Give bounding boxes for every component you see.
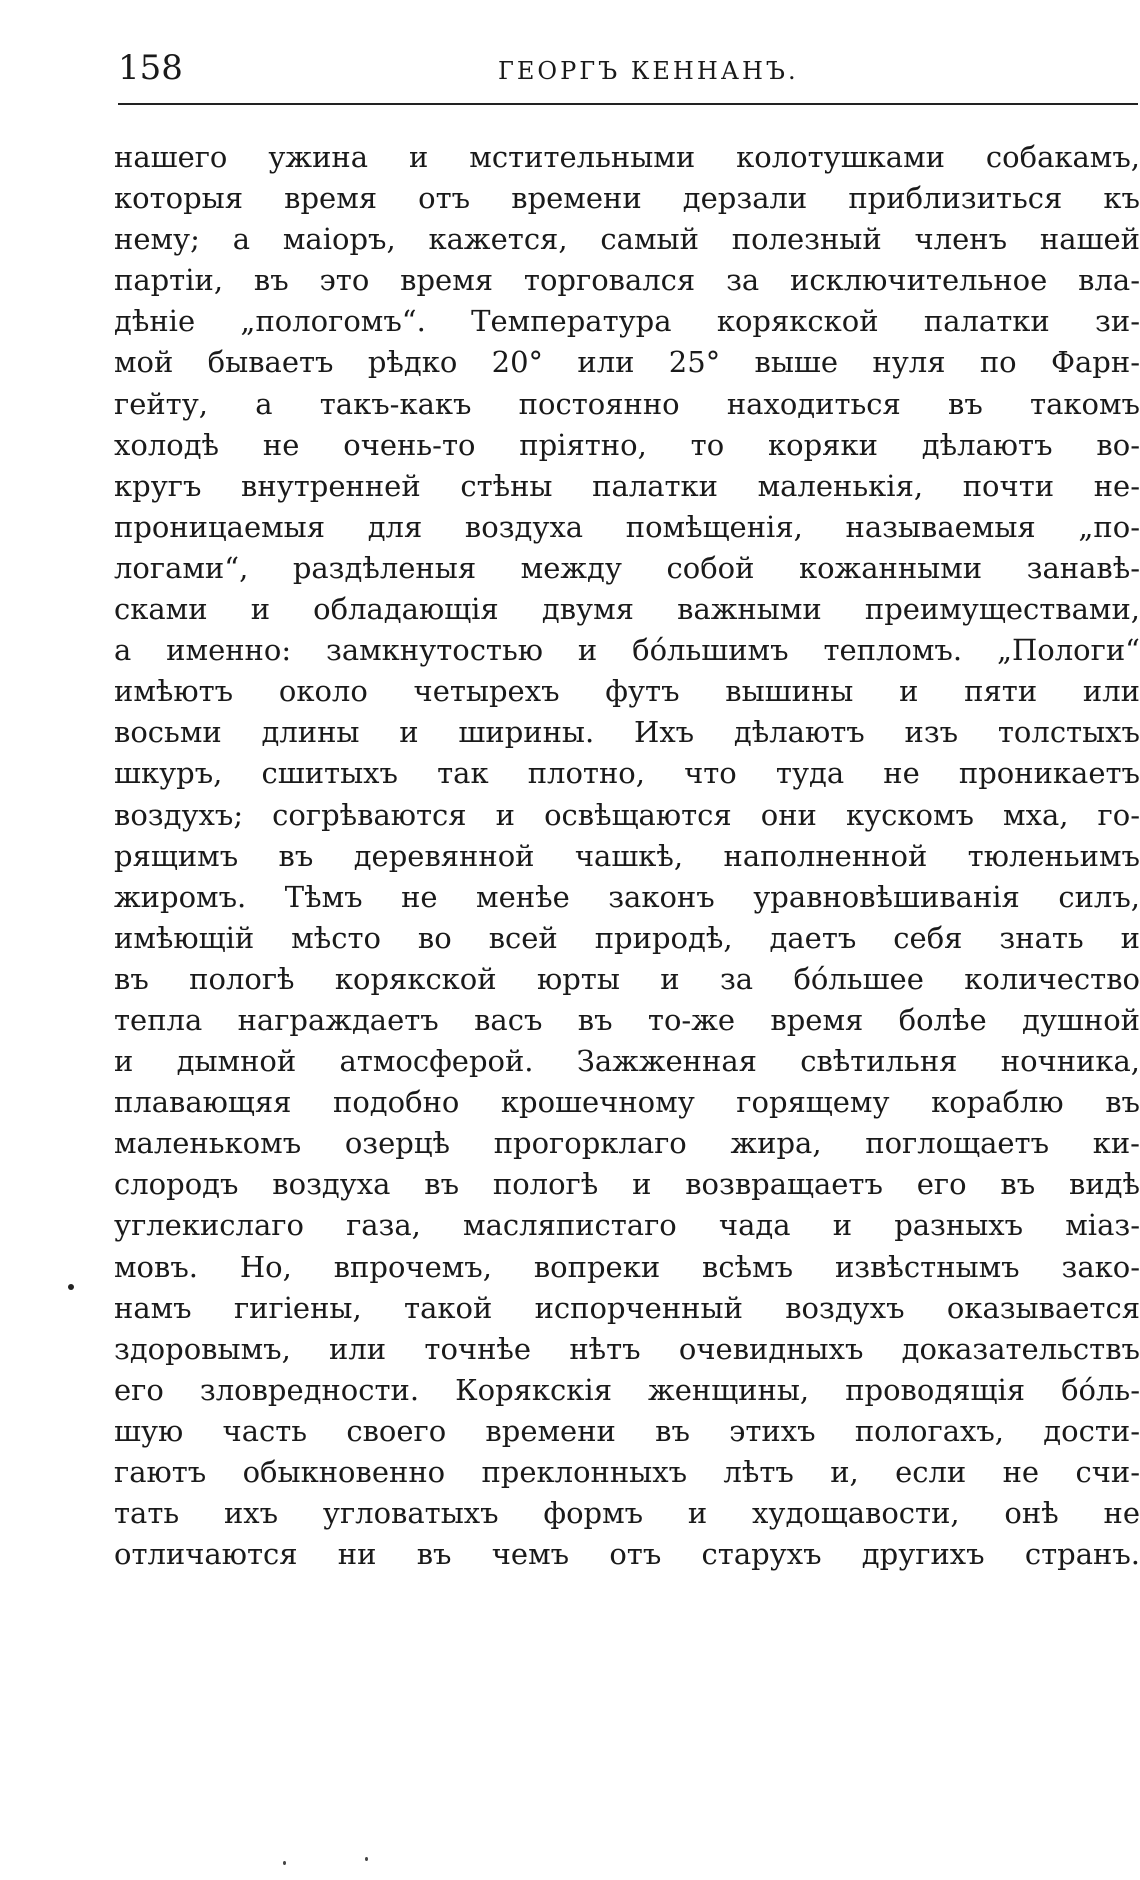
- text-line: имѣющій мѣсто во всей природѣ, даетъ себя знать и: [114, 920, 1140, 955]
- text-line: шкуръ, сшитыхъ так плотно, что туда не проникаетъ: [114, 756, 1140, 791]
- text-line: партіи, въ это время торговался за исключительное вла-: [114, 263, 1140, 298]
- text-line: и дымной атмосферой. Зажженная свѣтильня ночника,: [114, 1044, 1140, 1079]
- text-line: его зловредности. Корякскія женщины, проводящія бóль-: [114, 1372, 1140, 1407]
- text-line: имѣютъ около четырехъ футъ вышины и пяти или: [114, 674, 1140, 709]
- text-line: маленькомъ озерцѣ прогорклаго жира, поглощаетъ ки-: [114, 1126, 1140, 1161]
- text-line: дѣніе „пологомъ“. Температура корякской палатки зи-: [114, 304, 1140, 339]
- text-line: которыя время отъ времени дерзали приблизиться къ: [114, 181, 1140, 216]
- text-line: восьми длины и ширины. Ихъ дѣлаютъ изъ толстыхъ: [114, 715, 1140, 750]
- text-line: логами“, раздѣленыя между собой кожанными занавѣ-: [114, 550, 1140, 585]
- text-line: въ пологѣ корякской юрты и за бóльшее количество: [114, 961, 1140, 996]
- text-line: гаютъ обыкновенно преклонныхъ лѣтъ и, если не счи-: [114, 1455, 1140, 1489]
- text-line: здоровымъ, или точнѣе нѣтъ очевидныхъ доказательствъ: [114, 1331, 1140, 1366]
- text-line: мовъ. Но, впрочемъ, вопреки всѣмъ извѣстнымъ зако-: [114, 1249, 1140, 1284]
- text-line: воздухъ; согрѣваются и освѣщаются они кускомъ мха, го-: [114, 797, 1140, 832]
- text-line: гейту, а такъ-какъ постоянно находиться въ такомъ: [114, 386, 1140, 421]
- print-speck: [365, 1857, 368, 1861]
- text-line: отличаются ни въ чемъ отъ старухъ другихъ странъ.: [114, 1537, 1140, 1572]
- text-line: углекислаго газа, масляпистаго чада и разныхъ міаз-: [114, 1208, 1140, 1243]
- text-line: проницаемыя для воздуха помѣщенія, называемыя „по-: [114, 509, 1140, 544]
- page-header: [118, 48, 1138, 94]
- print-speck: [283, 1861, 286, 1865]
- text-line: рящимъ въ деревянной чашкѣ, наполненной тюленьимъ: [114, 838, 1140, 873]
- text-line: нему; а маіоръ, кажется, самый полезный членъ нашей: [114, 222, 1140, 257]
- text-line: жиромъ. Тѣмъ не менѣе законъ уравновѣшиванія силъ,: [114, 879, 1140, 914]
- header-rule: [118, 103, 1138, 105]
- margin-dot: [68, 1284, 74, 1290]
- text-line: тепла награждаетъ васъ въ то-же время болѣе душной: [114, 1002, 1140, 1037]
- text-line: намъ гигіены, такой испорченный воздухъ оказывается: [114, 1290, 1140, 1325]
- text-line: тать ихъ угловатыхъ формъ и худощавости, онѣ не: [114, 1496, 1140, 1531]
- text-line: а именно: замкнутостью и бóльшимъ тепломъ. „Пологи“: [114, 633, 1140, 668]
- text-line: плавающяя подобно крошечному горящему кораблю въ: [114, 1085, 1140, 1120]
- running-head: ГЕОРГЪ КЕННАНЪ.: [498, 57, 799, 85]
- text-line: кругъ внутренней стѣны палатки маленькія, почти не-: [114, 468, 1140, 503]
- text-line: мой бываетъ рѣдко 20° или 25° выше нуля по Фарн-: [114, 345, 1140, 380]
- text-line: сками и обладающія двумя важными преимуществами,: [114, 592, 1140, 627]
- text-line: нашего ужина и мстительными колотушками собакамъ,: [114, 140, 1140, 174]
- page-number: 158: [118, 48, 183, 88]
- text-line: холодѣ не очень-то пріятно, то коряки дѣлаютъ во-: [114, 427, 1140, 462]
- body-text: [114, 137, 1140, 1575]
- text-line: шую часть своего времени въ этихъ пологахъ, дости-: [114, 1413, 1140, 1448]
- text-line: слородъ воздуха въ пологѣ и возвращаетъ его въ видѣ: [114, 1167, 1140, 1202]
